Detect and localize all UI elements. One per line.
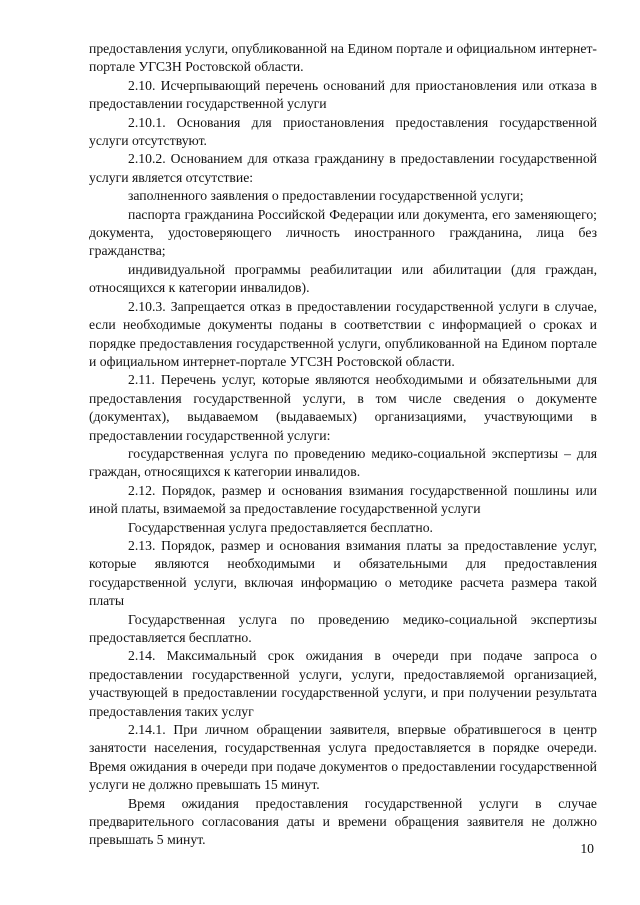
paragraph-mse-free: Государственная услуга по проведению медико-социальной экспертизы предоставляется бесплатно. (89, 611, 597, 645)
list-item-passport: паспорта гражданина Российской Федерации или документа, его заменяющего; документа, удостоверяющего личность иностранного гражданина, лица без гражданства; (89, 206, 597, 259)
page-number: 10 (580, 841, 594, 856)
list-item-mse: государственная услуга по проведению медико-социальной экспертизы – для граждан, относящихся к категории инвалидов. (89, 445, 597, 480)
paragraph-2-10: 2.10. Исчерпывающий перечень оснований для приостановления или отказа в предоставлении государственной услуги (89, 77, 597, 112)
list-item-rehab-program: индивидуальной программы реабилитации или абилитации (для граждан, относящихся к категории инвалидов). (89, 261, 597, 296)
paragraph-2-11: 2.11. Перечень услуг, которые являются необходимыми и обязательными для предоставления государственной услуги, в том числе сведения о документе (документах), выдаваемом (выдаваемых) организациями, участвующими в предоставлении государственной услуги: (89, 372, 597, 443)
document-body (89, 40, 597, 850)
paragraph-2-14-1: 2.14.1. При личном обращении заявителя, впервые обратившегося в центр занятости населения, государственная услуга предоставляется в порядке очереди. Время ожидания в очереди при подаче документов о предоставлении государственной услуги не должно превышать 15 минут. (89, 722, 597, 793)
paragraph-2-14: 2.14. Максимальный срок ожидания в очереди при подаче запроса о предоставлении государственной услуги, услуги, предоставляемой организацией, участвующей в предоставлении государственной услуги, и при получении результата предоставления таких услуг (89, 648, 597, 719)
paragraph-2-13: 2.13. Порядок, размер и основания взимания платы за предоставление услуг, которые являются необходимыми и обязательными для предоставления государственной услуги, включая информацию о методике расчета размера такой платы (89, 537, 597, 609)
paragraph-2-12: 2.12. Порядок, размер и основания взимания государственной пошлины или иной платы, взимаемой за предоставление государственной услуги (89, 482, 597, 517)
paragraph-2-10-3: 2.10.3. Запрещается отказ в предоставлении государственной услуги в случае, если необходимые документы поданы в соответствии с информацией о сроках и порядке предоставления государственной услуги, опубликованной на Едином портале и официальном интернет-портале УГСЗН Ростовской области. (89, 298, 597, 369)
paragraph-free-service: Государственная услуга предоставляется бесплатно. (128, 519, 433, 535)
paragraph-2-10-2: 2.10.2. Основанием для отказа гражданину в предоставлении государственной услуги является отсутствие: (89, 151, 597, 185)
paragraph-wait-time: Время ожидания предоставления государственной услуги в случае предварительного согласования даты и времени обращения заявителя не должно превышать 5 минут. (89, 795, 597, 848)
paragraph-continuation: предоставления услуги, опубликованной на Едином портале и официальном интернет-портале УГСЗН Ростовской области. (89, 41, 597, 75)
paragraph-2-10-1: 2.10.1. Основания для приостановления предоставления государственной услуги отсутствуют. (89, 114, 597, 149)
list-item-application: заполненного заявления о предоставлении государственной услуги; (128, 188, 524, 204)
